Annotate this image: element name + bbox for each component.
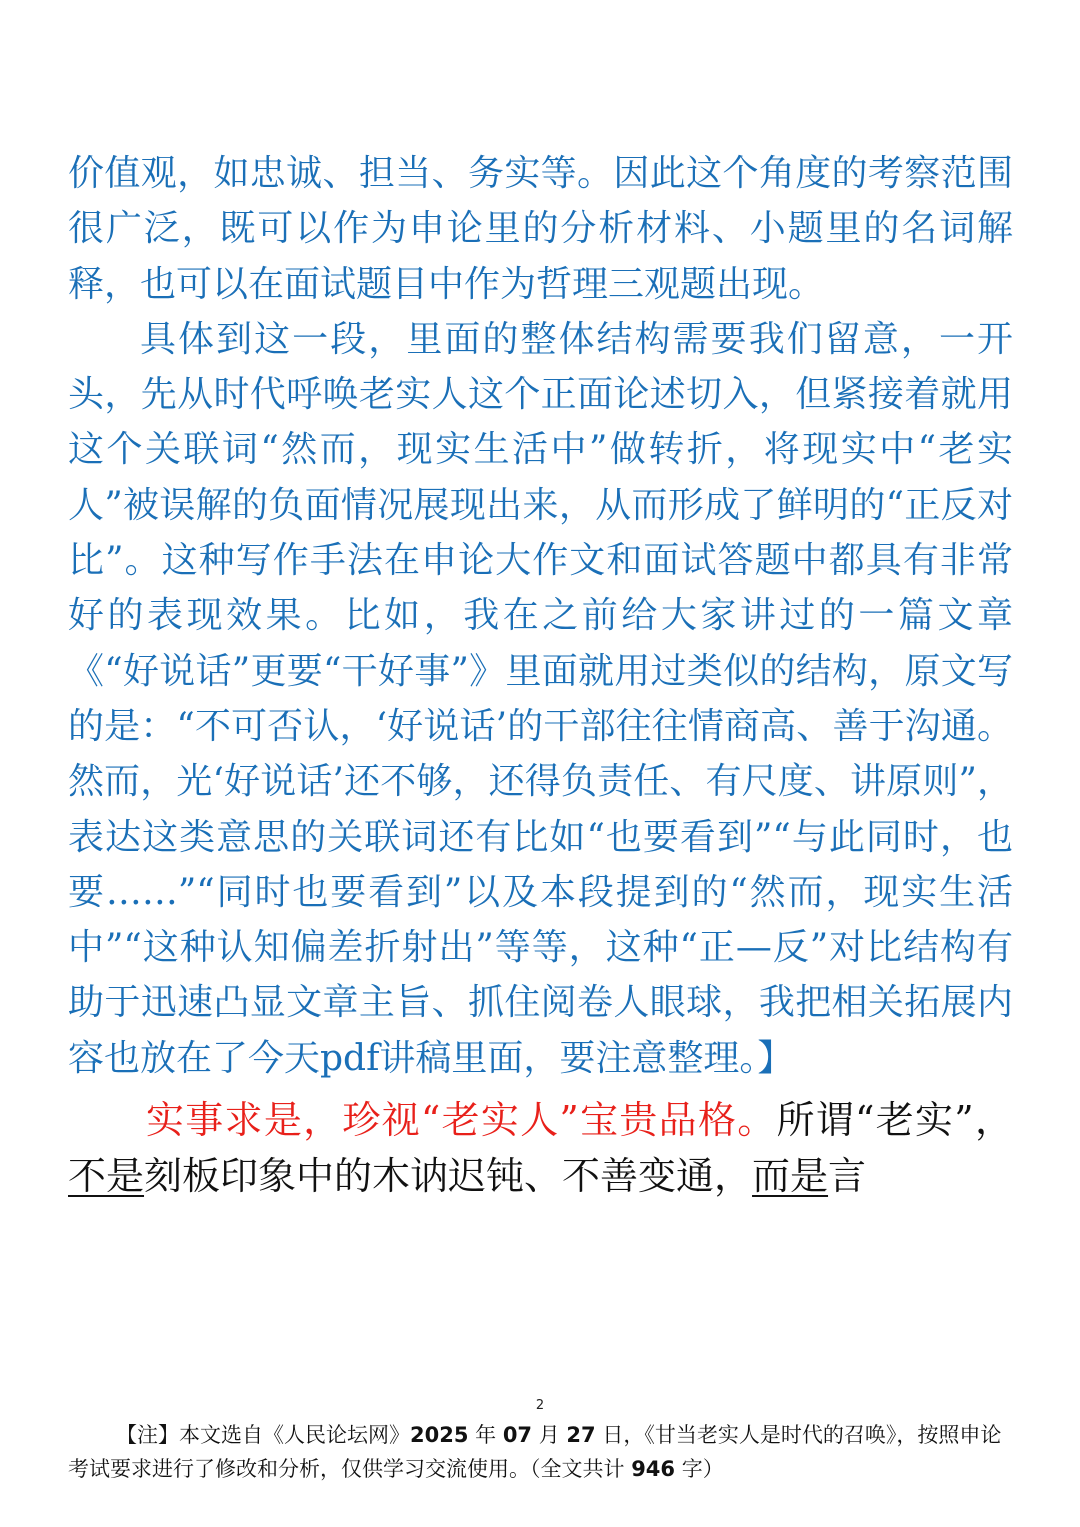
footnote-year-unit: 年 <box>468 1423 503 1447</box>
main-paragraph <box>68 1092 1013 1204</box>
footnote-day: 27 <box>566 1423 596 1447</box>
footnote-year: 2025 <box>410 1423 469 1447</box>
footnote-month-unit: 月 <box>532 1423 567 1447</box>
footnote-text-1: 【注】本文选自《人民论坛网》 <box>116 1423 410 1447</box>
analysis-paragraph-1: 价值观，如忠诚、担当、务实等。因此这个角度的考察范围很广泛，既可以作为申论里的分析材料、小题里的名词解释，也可以在面试题目中作为哲理三观题出现。 <box>68 153 1013 305</box>
footnote-month: 07 <box>502 1423 533 1447</box>
footnote <box>68 1418 1013 1486</box>
analysis-notes <box>68 146 1013 1086</box>
main-text-3: 言 <box>828 1154 867 1199</box>
footnote-text-3: 字） <box>675 1457 724 1481</box>
underlined-text-1: 不是 <box>68 1154 145 1199</box>
footnote-word-count: 946 <box>631 1457 676 1481</box>
main-text-2: 刻板印象中的木讷迟钝、不善变通， <box>144 1154 753 1199</box>
underlined-text-2: 而是 <box>752 1154 829 1199</box>
footnote-text-2: 日，《甘当老实人是时代的召唤》，按照申论考试要求进行了修改和分析，仅供学习交流使用。（全文共计 <box>68 1423 1002 1481</box>
analysis-paragraph-2: 具体到这一段，里面的整体结构需要我们留意，一开头，先从时代呼唤老实人这个正面论述切入，但紧接着就用这个关联词“然而，现实生活中”做转折，将现实中“老实人”被误解的负面情况展现出来，从而形成了鲜明的“正反对比”。这种写作手法在申论大作文和面试答题中都具有非常好的表现效果。比如，我在之前给大家讲过的一篇文章《“好说话”更要“干好事”》里面就用过类似的结构，原文写的是：“不可否认，‘好说话’的干部往往情商高、善于沟通。然而，光‘好说话’还不够，还得负责任、有尺度、讲原则”，表达这类意思的关联词还有比如“也要看到”“与此同时，也要……”“同时也要看到”以及本段提到的“然而，现实生活中”“这种认知偏差折射出”等等，这种“正—反”对比结构有助于迅速凸显文章主旨、抓住阅卷人眼球，我把相关拓展内容也放在了今天pdf讲稿里面，要注意整理。】 <box>68 318 1013 1079</box>
main-text-1: 所谓“老实”， <box>776 1098 1013 1143</box>
document-body <box>68 146 1013 1204</box>
section-heading: 实事求是，珍视“老实人”宝贵品格。 <box>146 1098 777 1143</box>
page-number: 2 <box>535 1398 545 1413</box>
